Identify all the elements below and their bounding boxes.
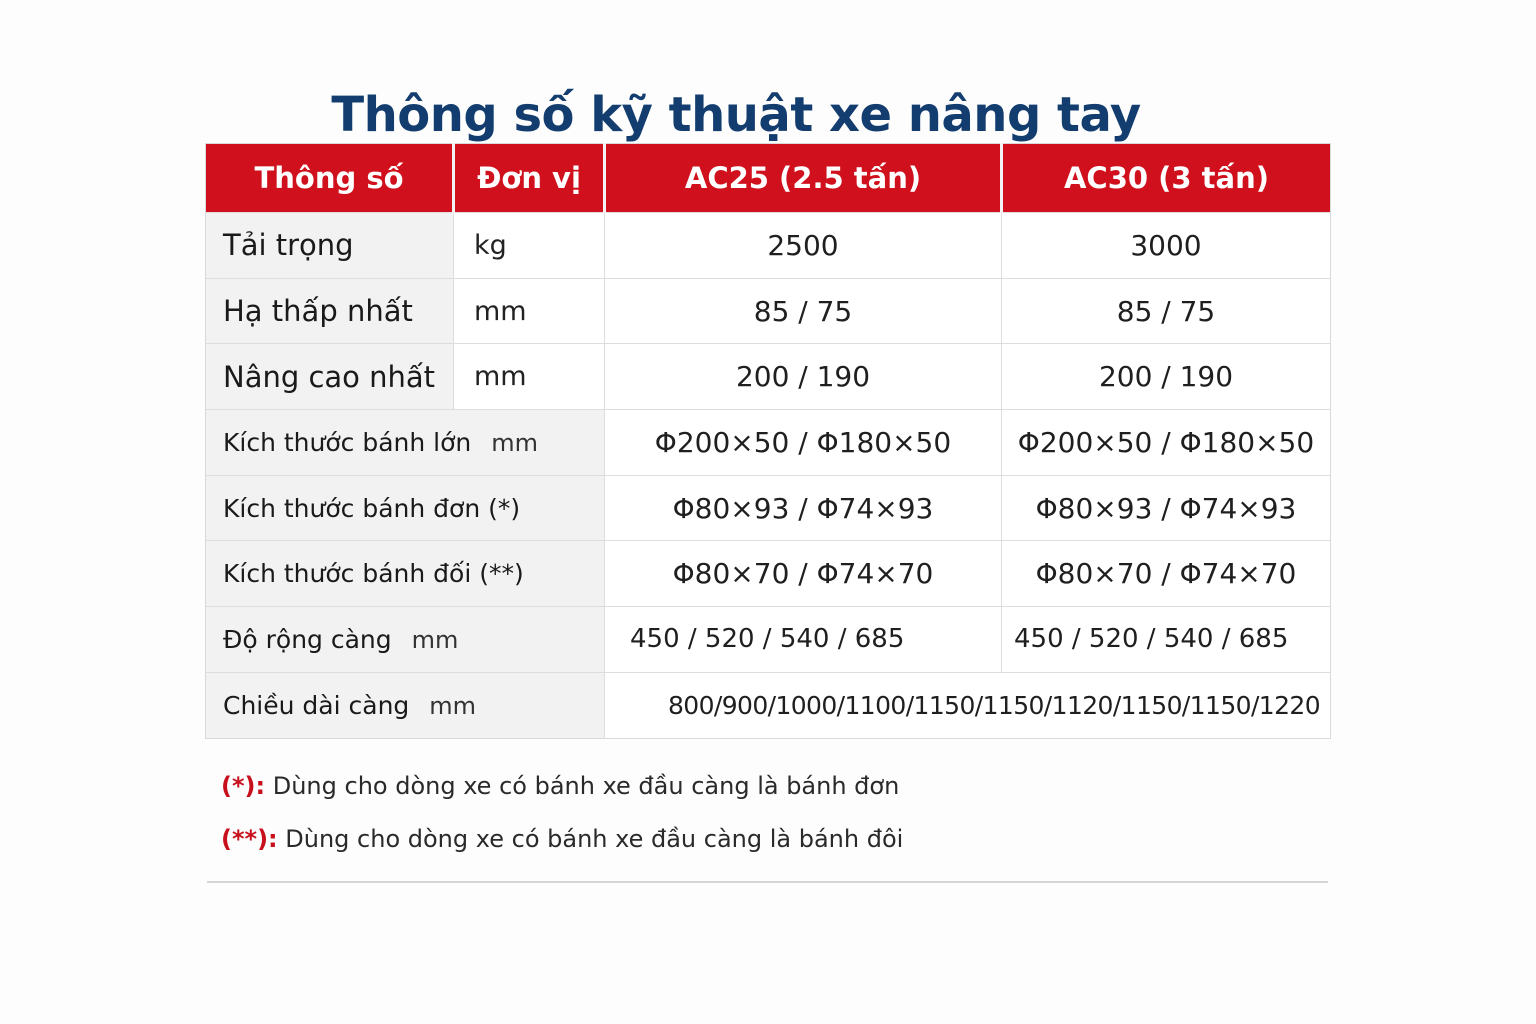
row-param-cell [206,672,605,738]
table-row [206,475,1331,541]
row-param: Kích thước bánh lớn [223,427,472,457]
row-param: Kích thước bánh đối (**) [223,559,524,589]
header-parameter: Thông số [206,144,454,213]
footnote-marker: (*): [221,772,266,800]
header-ac30: AC30 (3 tấn) [1002,144,1331,213]
page-title: Thông số kỹ thuật xe nâng tay [331,87,1141,144]
row-ac30-value: 200 / 190 [1002,344,1331,410]
row-unit: kg [454,213,605,279]
footnote-single [221,772,899,800]
footnote-text: Dùng cho dòng xe có bánh xe đầu càng là bánh đôi [285,825,904,853]
row-unit: mm [454,344,605,410]
footnote-double [221,825,903,853]
table-row [206,410,1331,476]
row-param: Chiều dài càng [223,690,410,720]
row-ac25-value: 450 / 520 / 540 / 685 [605,607,1002,673]
spec-table [205,143,1331,739]
row-ac30-value: 450 / 520 / 540 / 685 [1002,607,1331,673]
row-param-cell [206,410,605,476]
table-row [206,672,1331,738]
row-ac25-value: Φ80×93 / Φ74×93 [605,475,1002,541]
row-unit: mm [454,278,605,344]
row-param-cell [206,607,605,673]
row-param: Độ rộng càng [223,624,392,654]
header-unit: Đơn vị [454,144,605,213]
row-ac30-value: Φ80×93 / Φ74×93 [1002,475,1331,541]
row-param-cell [206,541,605,607]
row-ac30-value: 85 / 75 [1002,278,1331,344]
table-row [206,344,1331,410]
row-ac25-value: Φ80×70 / Φ74×70 [605,541,1002,607]
bottom-divider [207,881,1328,883]
footnote-marker: (**): [221,825,278,853]
row-ac25-value: 85 / 75 [605,278,1002,344]
row-unit: mm [429,691,477,720]
row-unit: mm [411,625,459,654]
row-ac25-value: 2500 [605,213,1002,279]
row-param-cell [206,475,605,541]
row-ac30-value: Φ200×50 / Φ180×50 [1002,410,1331,476]
row-param: Tải trọng [206,213,454,279]
table-header-row [206,144,1331,213]
row-param: Hạ thấp nhất [206,278,454,344]
row-combined-value: 800/900/1000/1100/1150/1150/1120/1150/1150/1220 [605,672,1331,738]
row-param: Nâng cao nhất [206,344,454,410]
row-param: Kích thước bánh đơn (*) [223,493,521,523]
header-ac25: AC25 (2.5 tấn) [605,144,1002,213]
table-row [206,213,1331,279]
table-row [206,607,1331,673]
row-ac25-value: 200 / 190 [605,344,1002,410]
footnote-text: Dùng cho dòng xe có bánh xe đầu càng là bánh đơn [272,772,900,800]
row-ac30-value: Φ80×70 / Φ74×70 [1002,541,1331,607]
table-row [206,541,1331,607]
row-ac30-value: 3000 [1002,213,1331,279]
row-unit: mm [491,428,539,457]
row-ac25-value: Φ200×50 / Φ180×50 [605,410,1002,476]
table-row [206,278,1331,344]
